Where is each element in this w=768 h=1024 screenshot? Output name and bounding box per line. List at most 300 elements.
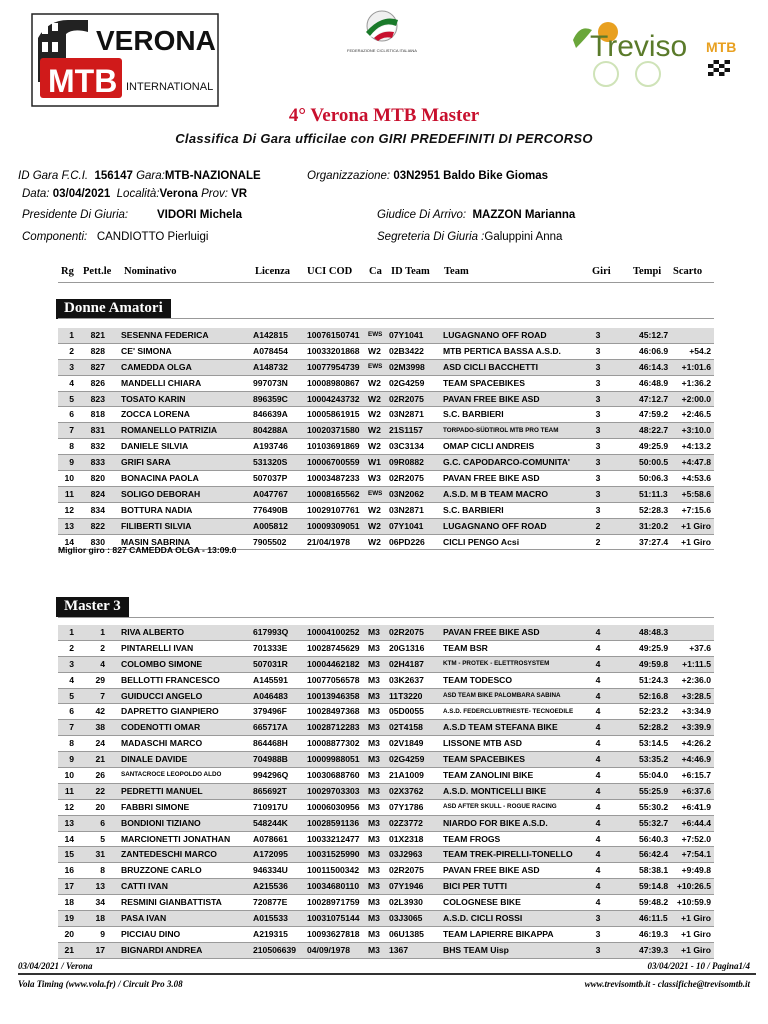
col-header-pett: Pett.le (83, 266, 112, 277)
page-title: 4° Verona MTB Master (288, 105, 480, 126)
cell-category: EWS (368, 363, 383, 371)
cell-uci-code: 10008165562 (307, 488, 360, 499)
cell-athlete-name: BONACINA PAOLA (121, 473, 199, 484)
cell-laps: 4 (595, 658, 601, 669)
cell-team-name: ASD TEAM BIKE PALOMBARA SABINA (443, 691, 561, 699)
cell-team-id: 20G1316 (389, 642, 425, 653)
cell-athlete-name: MASIN SABRINA (121, 536, 191, 547)
cell-team-id: 21S1157 (389, 425, 423, 436)
cell-license: A172095 (253, 849, 288, 860)
cell-category: M3 (368, 674, 380, 685)
svg-text:VERONA: VERONA (96, 25, 216, 56)
results-table-master-3 (58, 625, 714, 959)
cell-category: M3 (368, 801, 380, 812)
cell-time: 56:42.4 (639, 849, 669, 860)
cell-category: M3 (368, 881, 380, 892)
cell-gap: +1:36.2 (681, 377, 711, 388)
cell-license: A047767 (253, 488, 288, 499)
cell-athlete-name: DANIELE SILVIA (121, 441, 189, 452)
table-row (58, 816, 714, 832)
cell-athlete-name: PICCIAU DINO (121, 928, 181, 939)
cell-bib-number: 22 (95, 785, 105, 796)
cell-uci-code: 10009988051 (307, 754, 360, 765)
cell-rank: 15 (64, 849, 74, 860)
cell-gap: +1 Giro (681, 944, 711, 955)
cell-time: 46:11.5 (639, 913, 668, 924)
cell-time: 50:06.3 (639, 473, 669, 484)
cell-category: EWS (368, 490, 383, 498)
cell-athlete-name: CODENOTTI OMAR (121, 722, 201, 733)
cell-team-name: S.C. BARBIERI (443, 504, 504, 515)
cell-athlete-name: FABBRI SIMONE (121, 801, 190, 812)
cell-team-name: TORPADO-SÜDTIROL MTB PRO TEAM (443, 426, 559, 434)
cell-bib-number: 832 (90, 441, 105, 452)
cell-laps: 4 (595, 833, 601, 844)
cell-time: 59:48.2 (639, 897, 669, 908)
cell-uci-code: 10033201868 (307, 345, 360, 356)
cell-team-name: TEAM SPACEBIKES (443, 377, 525, 388)
cell-license: 548244K (253, 817, 288, 828)
cell-category: M3 (368, 754, 380, 765)
cell-laps: 4 (595, 881, 601, 892)
cell-team-id: 07Y1946 (389, 881, 424, 892)
cell-athlete-name: BELLOTTI FRANCESCO (121, 674, 220, 685)
cell-team-id: 02G4259 (389, 754, 425, 765)
cell-time: 48:22.7 (639, 425, 669, 436)
cell-laps: 4 (595, 674, 601, 685)
cell-athlete-name: BONDIONI TIZIANO (121, 817, 201, 828)
cell-license: A005812 (253, 520, 288, 531)
cell-license: A193746 (253, 441, 288, 452)
cell-bib-number: 823 (90, 393, 105, 404)
cell-laps: 3 (595, 393, 601, 404)
cell-gap: +7:54.1 (681, 849, 711, 860)
cell-category: M3 (368, 706, 380, 717)
cell-athlete-name: SANTACROCE LEOPOLDO ALDO (121, 771, 222, 779)
cell-team-id: 02R2075 (389, 393, 424, 404)
cell-bib-number: 818 (90, 409, 105, 420)
cell-bib-number: 17 (95, 944, 105, 955)
cell-time: 52:28.2 (639, 722, 669, 733)
cell-license: 804288A (253, 425, 288, 436)
table-row (58, 704, 714, 720)
cell-bib-number: 4 (100, 658, 105, 669)
cell-team-id: 02X3762 (389, 785, 424, 796)
cell-laps: 3 (595, 330, 601, 340)
cell-laps: 4 (595, 785, 601, 796)
col-header-scarto: Scarto (673, 266, 703, 277)
table-row (58, 471, 714, 487)
cell-team-id: 02V1849 (389, 738, 424, 749)
cell-license: 710917U (253, 801, 288, 812)
cell-uci-code: 10031525990 (307, 849, 360, 860)
cell-license: A219315 (253, 928, 288, 939)
cell-rank: 3 (69, 658, 74, 669)
cell-bib-number: 830 (90, 536, 105, 547)
table-row (58, 487, 714, 503)
cell-uci-code: 10028971759 (307, 897, 360, 908)
cell-bib-number: 21 (95, 754, 105, 765)
results-table-donne-amatori (58, 328, 714, 550)
cell-time: 47:39.3 (639, 944, 669, 955)
cell-laps: 4 (595, 801, 601, 812)
cell-time: 58:38.1 (639, 865, 669, 876)
cell-time: 37:27.4 (639, 536, 669, 547)
cell-rank: 9 (69, 754, 74, 765)
cell-laps: 3 (595, 913, 601, 924)
cell-gap: +1:01.6 (681, 361, 711, 372)
cell-uci-code: 10103691869 (307, 441, 360, 452)
cell-bib-number: 827 (90, 361, 105, 372)
table-row (58, 863, 714, 879)
cell-bib-number: 29 (95, 674, 105, 685)
cell-team-id: 05D0055 (389, 706, 424, 717)
cell-time: 45:12.7 (639, 330, 669, 340)
cell-uci-code: 10028745629 (307, 642, 360, 653)
cell-team-name: OMAP CICLI ANDREIS (443, 441, 535, 452)
cell-team-id: 07Y1041 (389, 520, 424, 531)
cell-laps: 4 (595, 897, 601, 908)
cell-team-name: G.C. CAPODARCO-COMUNITA' (443, 457, 570, 468)
table-row (58, 407, 714, 423)
cell-athlete-name: COLOMBO SIMONE (121, 658, 203, 669)
cell-time: 53:14.5 (639, 738, 669, 749)
cell-bib-number: 834 (90, 504, 105, 515)
cell-team-name: ASD CICLI BACCHETTI (443, 361, 539, 372)
cell-time: 51:11.3 (639, 488, 668, 499)
cell-license: A215536 (253, 881, 288, 892)
cell-bib-number: 26 (95, 770, 105, 781)
cell-rank: 1 (69, 330, 74, 340)
cell-athlete-name: CE' SIMONA (121, 345, 172, 356)
cell-uci-code: 10077954739 (307, 361, 360, 372)
cell-time: 52:16.8 (639, 690, 669, 701)
cell-laps: 4 (595, 738, 601, 749)
cell-laps: 2 (595, 536, 601, 547)
cell-time: 46:48.9 (639, 377, 669, 388)
cell-laps: 4 (595, 690, 601, 701)
cell-gap: +1 Giro (681, 913, 711, 924)
table-row (58, 423, 714, 439)
cell-time: 55:30.2 (639, 801, 669, 812)
cell-athlete-name: DINALE DAVIDE (121, 754, 188, 765)
cell-license: 507037P (253, 473, 288, 484)
cell-time: 46:06.9 (639, 345, 669, 356)
cell-category: M3 (368, 738, 380, 749)
cell-team-id: 02R2075 (389, 473, 424, 484)
cell-athlete-name: SOLIGO DEBORAH (121, 488, 201, 499)
cell-time: 49:25.9 (639, 441, 669, 452)
cell-laps: 3 (595, 488, 601, 499)
cell-license: A142815 (253, 330, 288, 340)
cell-athlete-name: GUIDUCCI ANGELO (121, 690, 203, 701)
cell-category: M3 (368, 833, 380, 844)
cell-team-name: ASD AFTER SKULL - ROGUE RACING (443, 803, 557, 811)
cell-team-name: CICLI PENGO Acsi (443, 536, 520, 547)
cell-rank: 14 (64, 536, 74, 547)
cell-bib-number: 24 (95, 738, 105, 749)
cell-rank: 4 (69, 377, 74, 388)
cell-team-id: 02H4187 (389, 658, 424, 669)
cell-bib-number: 5 (100, 833, 105, 844)
cell-time: 31:20.2 (639, 520, 669, 531)
cell-athlete-name: MADASCHI MARCO (121, 738, 203, 749)
cell-uci-code: 10013946358 (307, 690, 360, 701)
cell-category: W1 (368, 457, 381, 468)
cell-uci-code: 10008980867 (307, 377, 360, 388)
cell-license: 7905502 (253, 536, 287, 547)
cell-athlete-name: CAMEDDA OLGA (121, 361, 192, 372)
cell-category: W2 (368, 345, 381, 356)
president-label: Presidente Di Giuria: (22, 209, 129, 221)
cell-time: 55:04.0 (639, 770, 669, 781)
cell-team-name: BICI PER TUTTI (443, 881, 507, 892)
table-row (58, 832, 714, 848)
cell-bib-number: 9 (100, 928, 105, 939)
cell-uci-code: 04/09/1978 (307, 944, 351, 955)
cell-gap: +2:00.0 (681, 393, 711, 404)
table-row (58, 657, 714, 673)
table-row (58, 328, 714, 344)
cell-laps: 3 (595, 457, 601, 468)
cell-team-name: A.S.D. M B TEAM MACRO (443, 488, 549, 499)
cell-bib-number: 833 (90, 457, 105, 468)
cell-team-id: 07Y1041 (389, 330, 424, 340)
cell-athlete-name: BOTTURA NADIA (121, 504, 193, 515)
cell-uci-code: 10008877302 (307, 738, 360, 749)
cell-rank: 8 (69, 738, 74, 749)
cell-team-id: 02L3930 (389, 897, 423, 908)
cell-bib-number: 820 (90, 473, 105, 484)
cell-gap: +5:58.6 (681, 488, 711, 499)
footer-date-place: 03/04/2021 / Verona (18, 961, 93, 971)
cell-rank: 3 (69, 361, 74, 372)
cell-athlete-name: DAPRETTO GIANPIERO (121, 706, 219, 717)
cell-team-id: 02R2075 (389, 865, 424, 876)
cell-category: M3 (368, 690, 380, 701)
cell-team-name: LUGAGNANO OFF ROAD (443, 520, 547, 531)
cell-license: 704988B (253, 754, 288, 765)
cell-rank: 17 (64, 881, 74, 892)
cell-gap: +10:59.9 (676, 897, 711, 908)
cell-athlete-name: TOSATO KARIN (121, 393, 186, 404)
cell-license: A145591 (253, 674, 288, 685)
cell-team-name: BHS TEAM Uisp (443, 944, 509, 955)
cell-rank: 12 (64, 801, 74, 812)
cell-category: M3 (368, 865, 380, 876)
cell-rank: 5 (69, 690, 74, 701)
cell-laps: 2 (595, 520, 601, 531)
cell-team-id: 03C3134 (389, 441, 424, 452)
cell-uci-code: 10011500342 (307, 865, 360, 876)
cell-team-name: S.C. BARBIERI (443, 409, 504, 420)
cell-rank: 16 (64, 865, 74, 876)
cell-time: 49:59.8 (639, 658, 669, 669)
cell-category: W2 (368, 425, 381, 436)
cell-uci-code: 10006700559 (307, 457, 360, 468)
cell-license: 379496F (253, 706, 287, 717)
cell-team-name: PAVAN FREE BIKE ASD (443, 393, 540, 404)
cell-rank: 11 (64, 785, 74, 796)
secretary-line: Segreteria Di Giuria :Galuppini Anna (377, 231, 563, 243)
cell-bib-number: 38 (95, 722, 105, 733)
table-row (58, 344, 714, 360)
cell-rank: 10 (64, 770, 74, 781)
cell-category: M3 (368, 627, 380, 637)
cell-team-id: 02R2075 (389, 627, 424, 637)
cell-team-name: A.S.D TEAM STEFANA BIKE (443, 722, 558, 733)
cell-rank: 7 (69, 722, 74, 733)
cell-rank: 20 (64, 928, 74, 939)
cell-rank: 6 (69, 409, 74, 420)
date-location-line: Data: 03/04/2021 Località:Verona Prov: VR (22, 188, 248, 200)
cell-bib-number: 822 (90, 520, 105, 531)
cell-athlete-name: PINTARELLI IVAN (121, 642, 194, 653)
table-row (58, 943, 714, 959)
section-title-master-3: Master 3 (56, 597, 129, 617)
svg-text:INTERNATIONAL: INTERNATIONAL (126, 81, 214, 93)
cell-uci-code: 10028591136 (307, 817, 360, 828)
cell-time: 47:59.2 (639, 409, 669, 420)
header-divider (58, 282, 714, 283)
cell-gap: +4:53.6 (681, 473, 711, 484)
cell-laps: 3 (595, 361, 601, 372)
cell-rank: 14 (64, 833, 74, 844)
cell-gap: +4:13.2 (681, 441, 711, 452)
cell-uci-code: 10003487233 (307, 473, 360, 484)
cell-gap: +6:37.6 (681, 785, 711, 796)
cell-rank: 9 (69, 457, 74, 468)
cell-gap: +3:10.0 (681, 425, 711, 436)
cell-team-name: MTB PERTICA BASSA A.S.D. (443, 345, 561, 356)
cell-category: EWS (368, 331, 383, 339)
cell-laps: 4 (595, 865, 601, 876)
cell-category: M3 (368, 944, 380, 955)
col-header-team: Team (444, 266, 469, 277)
cell-category: M3 (368, 722, 380, 733)
table-row (58, 847, 714, 863)
cell-team-id: 02G4259 (389, 377, 425, 388)
cell-gap: +1 Giro (681, 536, 711, 547)
col-header-uci: UCI COD (307, 266, 353, 277)
cell-laps: 3 (595, 377, 601, 388)
cell-category: M3 (368, 785, 380, 796)
cell-athlete-name: FILIBERTI SILVIA (121, 520, 192, 531)
cell-license: 865692T (253, 785, 287, 796)
cell-team-id: 09R0882 (389, 457, 424, 468)
cell-category: W2 (368, 441, 381, 452)
cell-team-name: TEAM TREK-PIRELLI-TONELLO (443, 849, 573, 860)
cell-bib-number: 18 (95, 913, 105, 924)
cell-category: M3 (368, 817, 380, 828)
cell-time: 59:14.8 (639, 881, 669, 892)
cell-uci-code: 10005861915 (307, 409, 360, 420)
cell-gap: +1 Giro (681, 928, 711, 939)
cell-team-name: LUGAGNANO OFF ROAD (443, 330, 547, 340)
cell-laps: 4 (595, 627, 601, 637)
cell-team-name: KTM - PROTEK - ELETTROSYSTEM (443, 660, 550, 668)
cell-gap: +1:11.5 (682, 658, 711, 669)
cell-uci-code: 10031075144 (307, 913, 360, 924)
cell-gap: +3:39.9 (681, 722, 711, 733)
cell-bib-number: 8 (100, 865, 105, 876)
cell-laps: 4 (595, 770, 601, 781)
cell-gap: +2:36.0 (681, 674, 711, 685)
table-row (58, 784, 714, 800)
cell-rank: 6 (69, 706, 74, 717)
cell-rank: 5 (69, 393, 74, 404)
table-row (58, 800, 714, 816)
cell-athlete-name: PASA IVAN (121, 913, 167, 924)
cell-uci-code: 10028497368 (307, 706, 360, 717)
cell-bib-number: 31 (95, 849, 105, 860)
cell-license: A078454 (253, 345, 288, 356)
cell-gap: +7:15.6 (681, 504, 711, 515)
cell-uci-code: 10020371580 (307, 425, 360, 436)
cell-gap: +7:52.0 (681, 833, 711, 844)
cell-athlete-name: GRIFI SARA (121, 457, 171, 468)
col-header-tempi: Tempi (633, 266, 662, 277)
cell-laps: 4 (595, 754, 601, 765)
cell-time: 46:19.3 (639, 928, 669, 939)
table-row (58, 673, 714, 689)
cell-athlete-name: ROMANELLO PATRIZIA (121, 425, 218, 436)
col-header-giri: Giri (592, 266, 611, 277)
cell-laps: 3 (595, 504, 601, 515)
cell-license: 720877E (253, 897, 288, 908)
cell-laps: 3 (595, 944, 601, 955)
cell-team-name: LISSONE MTB ASD (443, 738, 522, 749)
cell-uci-code: 10028712283 (307, 722, 360, 733)
cell-gap: +9:49.8 (681, 865, 711, 876)
cell-team-name: TEAM BSR (443, 642, 488, 653)
section-divider (58, 318, 714, 319)
cell-gap: +4:47.8 (681, 457, 711, 468)
cell-rank: 21 (64, 944, 74, 955)
cell-uci-code: 10029703303 (307, 785, 360, 796)
cell-laps: 4 (595, 849, 601, 860)
cell-category: M3 (368, 770, 380, 781)
cell-team-id: 07Y1786 (389, 801, 424, 812)
col-header-licenza: Licenza (255, 266, 290, 277)
footer-website: www.trevisomtb.it - classifiche@trevisomtb.it (584, 979, 750, 989)
cell-uci-code: 10030688760 (307, 770, 360, 781)
svg-text:Treviso: Treviso (590, 30, 688, 63)
cell-category: W2 (368, 409, 381, 420)
cell-gap: +10:26.5 (676, 881, 711, 892)
cell-team-id: 02B3422 (389, 345, 424, 356)
cell-license: 665717A (253, 722, 288, 733)
cell-gap: +6:41.9 (681, 801, 711, 812)
table-row (58, 911, 714, 927)
table-row (58, 376, 714, 392)
cell-laps: 4 (595, 722, 601, 733)
cell-athlete-name: BRUZZONE CARLO (121, 865, 202, 876)
cell-license: 997073N (253, 377, 288, 388)
table-row (58, 895, 714, 911)
cell-time: 50:00.5 (639, 457, 669, 468)
cell-athlete-name: PEDRETTI MANUEL (121, 785, 203, 796)
cell-athlete-name: ZOCCA LORENA (121, 409, 190, 420)
table-row (58, 519, 714, 535)
cell-uci-code: 10093627818 (307, 928, 360, 939)
cell-athlete-name: SESENNA FEDERICA (121, 330, 209, 340)
cell-laps: 4 (595, 817, 601, 828)
cell-rank: 10 (64, 473, 74, 484)
cell-gap: +3:34.9 (681, 706, 711, 717)
table-row (58, 752, 714, 768)
cell-rank: 2 (69, 642, 74, 653)
